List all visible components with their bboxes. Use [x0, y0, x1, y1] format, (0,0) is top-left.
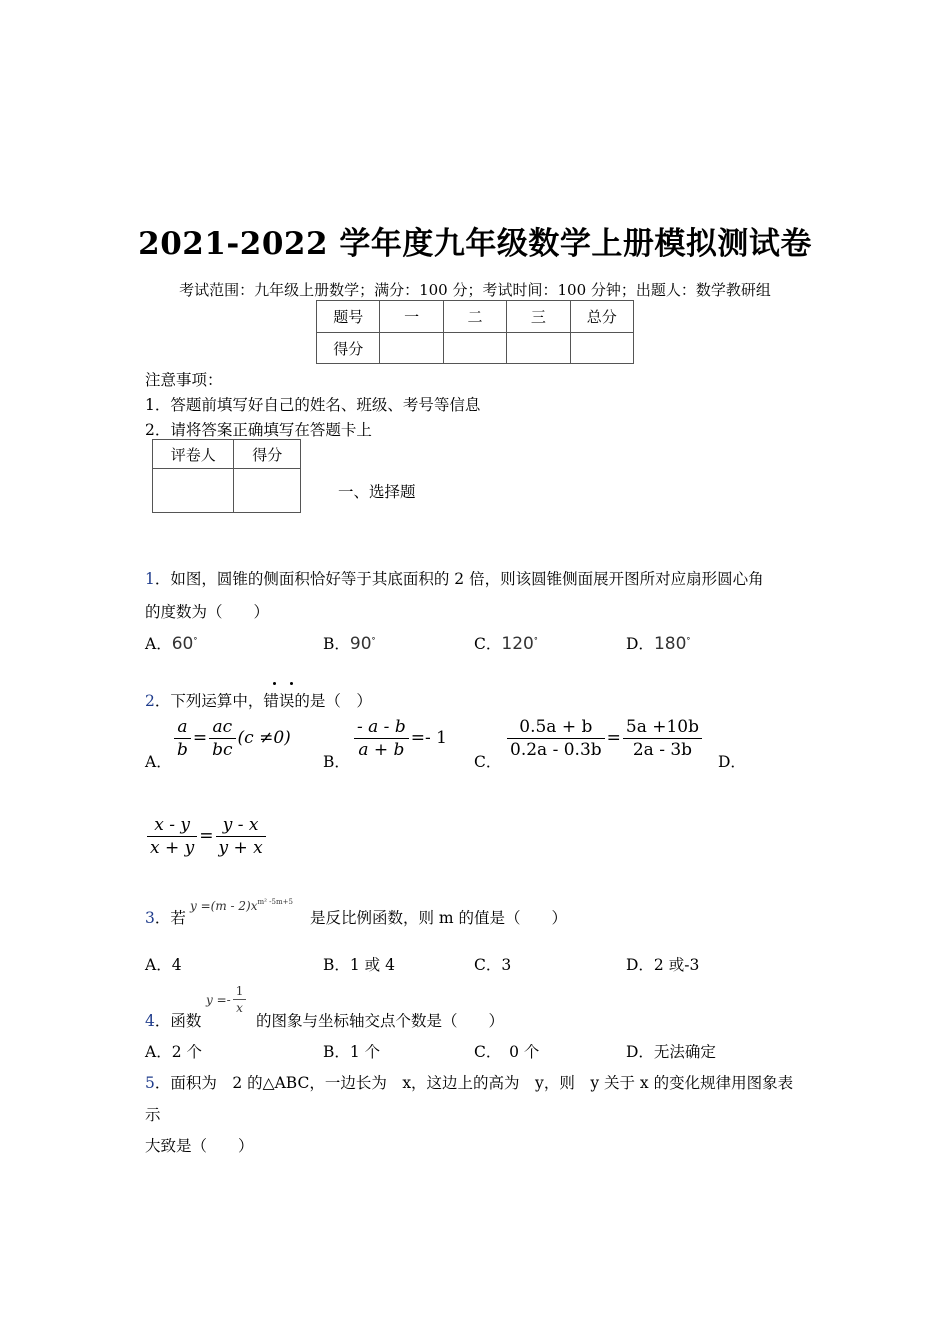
- option-label: D．: [626, 635, 654, 653]
- option-d[interactable]: [626, 632, 690, 654]
- notes-heading: 注意事项：: [145, 371, 223, 389]
- denominator: a + b: [358, 740, 405, 760]
- exam-title: 2021-2022 学年度九年级数学上册模拟测试卷: [138, 226, 812, 262]
- score-cell[interactable]: [380, 333, 443, 364]
- fraction: [174, 717, 191, 760]
- option-b[interactable]: B．1 个: [323, 1043, 381, 1061]
- option-value: 120: [501, 634, 534, 654]
- option-value: 180: [653, 634, 687, 654]
- denominator: x: [236, 1001, 243, 1015]
- fraction: [354, 717, 409, 760]
- numerator: ac: [209, 717, 235, 739]
- option-label-c[interactable]: C．: [474, 753, 502, 771]
- option-b[interactable]: [323, 632, 376, 654]
- grader-cell[interactable]: [234, 469, 301, 513]
- numerator: a: [174, 717, 191, 739]
- option-value: 60: [171, 634, 194, 654]
- score-table-header-cell: 总分: [570, 301, 633, 333]
- denominator: 2a - 3b: [632, 740, 693, 760]
- option-a-formula: [172, 717, 291, 760]
- exam-info: 考试范围：九年级上册数学；满分：100 分；考试时间：100 分钟；出题人：数学教研组: [179, 281, 771, 299]
- question-text-cont: 大致是（ ）: [145, 1137, 254, 1155]
- question-text: ．下列运算中，错误的是（ ）: [154, 692, 372, 710]
- section-heading: 一、选择题: [338, 483, 416, 501]
- option-b-formula: [352, 717, 447, 760]
- option-d-formula: [145, 815, 268, 858]
- question-3: [145, 906, 186, 928]
- grader-header: 评卷人: [153, 440, 234, 469]
- option-label: C．: [474, 635, 502, 653]
- rhs: =- 1: [410, 728, 447, 748]
- question-text-cont: 示: [145, 1106, 161, 1124]
- question-number: 4: [145, 1012, 155, 1030]
- numerator: 5a +10b: [623, 717, 702, 739]
- q4-formula: [206, 984, 248, 1015]
- question-text-cont: 是反比例函数，则 m 的值是（ ）: [310, 909, 568, 927]
- equals-sign: =: [192, 728, 208, 748]
- option-c[interactable]: [474, 632, 538, 654]
- fraction: [233, 984, 247, 1015]
- fraction: [209, 717, 235, 760]
- option-label-d[interactable]: D．: [718, 753, 746, 771]
- emphasis-dot: [290, 682, 293, 685]
- exponent: m² -5m+5: [257, 898, 293, 906]
- numerator: 0.5a + b: [507, 717, 605, 739]
- fraction: [216, 815, 266, 858]
- note-item: 1．答题前填写好自己的姓名、班级、考号等信息: [145, 396, 481, 414]
- question-number: 5: [145, 1074, 155, 1092]
- degree-sign: °: [193, 635, 198, 645]
- numerator: - a - b: [354, 717, 409, 739]
- degree-sign: °: [533, 635, 538, 645]
- question-number: 1: [145, 570, 155, 588]
- question-text: ．如图，圆锥的侧面积恰好等于其底面积的 2 倍，则该圆锥侧面展开图所对应扇形圆心角: [154, 570, 764, 588]
- question-text-cont: 的度数为（ ）: [145, 603, 270, 621]
- option-d[interactable]: D．无法确定: [626, 1043, 716, 1061]
- option-b[interactable]: B．1 或 4: [323, 956, 395, 974]
- score-table-header-cell: 题号: [317, 301, 380, 333]
- degree-sign: °: [686, 635, 691, 645]
- score-cell[interactable]: [507, 333, 570, 364]
- numerator: 1: [233, 984, 247, 1000]
- denominator: y + x: [218, 838, 263, 858]
- denominator: b: [177, 740, 188, 760]
- question-4: [145, 1009, 201, 1031]
- option-a[interactable]: [145, 632, 197, 654]
- option-c[interactable]: C． 0 个: [474, 1043, 540, 1061]
- option-a[interactable]: A．2 个: [145, 1043, 202, 1061]
- question-number: 2: [145, 692, 155, 710]
- score-cell[interactable]: [570, 333, 633, 364]
- fraction: [623, 717, 702, 760]
- option-c[interactable]: C．3: [474, 956, 512, 974]
- option-label: B．: [323, 635, 350, 653]
- question-text: ．面积为 2 的△ABC，一边长为 x，这边上的高为 y，则 y 关于 x 的变化规律用图象表: [154, 1074, 794, 1092]
- option-value: 90: [349, 634, 372, 654]
- note-item: 2．请将答案正确填写在答题卡上: [145, 421, 372, 439]
- fraction: [147, 815, 197, 858]
- denominator: x + y: [150, 838, 195, 858]
- option-a[interactable]: A．4: [145, 956, 182, 974]
- denominator: 0.2a - 0.3b: [510, 740, 602, 760]
- numerator: y - x: [216, 815, 266, 837]
- degree-sign: °: [371, 635, 376, 645]
- option-c-formula: [505, 717, 704, 760]
- option-label-b[interactable]: B．: [323, 753, 350, 771]
- score-table-header-cell: 三: [507, 301, 570, 333]
- score-table-row-label: 得分: [317, 333, 380, 364]
- question-5: [145, 1071, 793, 1093]
- option-d[interactable]: D．2 或-3: [626, 956, 700, 974]
- option-label: A．: [145, 635, 172, 653]
- condition: (c ≠0): [237, 728, 291, 748]
- grader-header: 得分: [234, 440, 301, 469]
- question-number: 3: [145, 909, 155, 927]
- grader-table: [152, 439, 301, 513]
- score-table-header-cell: 一: [380, 301, 443, 333]
- score-table: [316, 300, 634, 364]
- question-1: [145, 567, 764, 589]
- grader-cell[interactable]: [153, 469, 234, 513]
- equals-sign: =: [606, 728, 621, 748]
- numerator: x - y: [147, 815, 197, 837]
- emphasis-dot: [273, 682, 276, 685]
- question-text-cont: 的图象与坐标轴交点个数是（ ）: [256, 1012, 505, 1030]
- formula: y =(m - 2)x: [190, 899, 258, 913]
- score-table-header-cell: 二: [443, 301, 506, 333]
- denominator: bc: [212, 740, 233, 760]
- q3-formula: [190, 898, 293, 913]
- option-label-a[interactable]: A．: [145, 753, 172, 771]
- question-text: ．若: [154, 909, 186, 927]
- equals-sign: =: [199, 826, 214, 846]
- question-text: ．函数: [154, 1012, 202, 1030]
- formula-lhs: y =-: [206, 992, 231, 1007]
- score-cell[interactable]: [443, 333, 506, 364]
- question-2: [145, 689, 372, 711]
- fraction: [507, 717, 605, 760]
